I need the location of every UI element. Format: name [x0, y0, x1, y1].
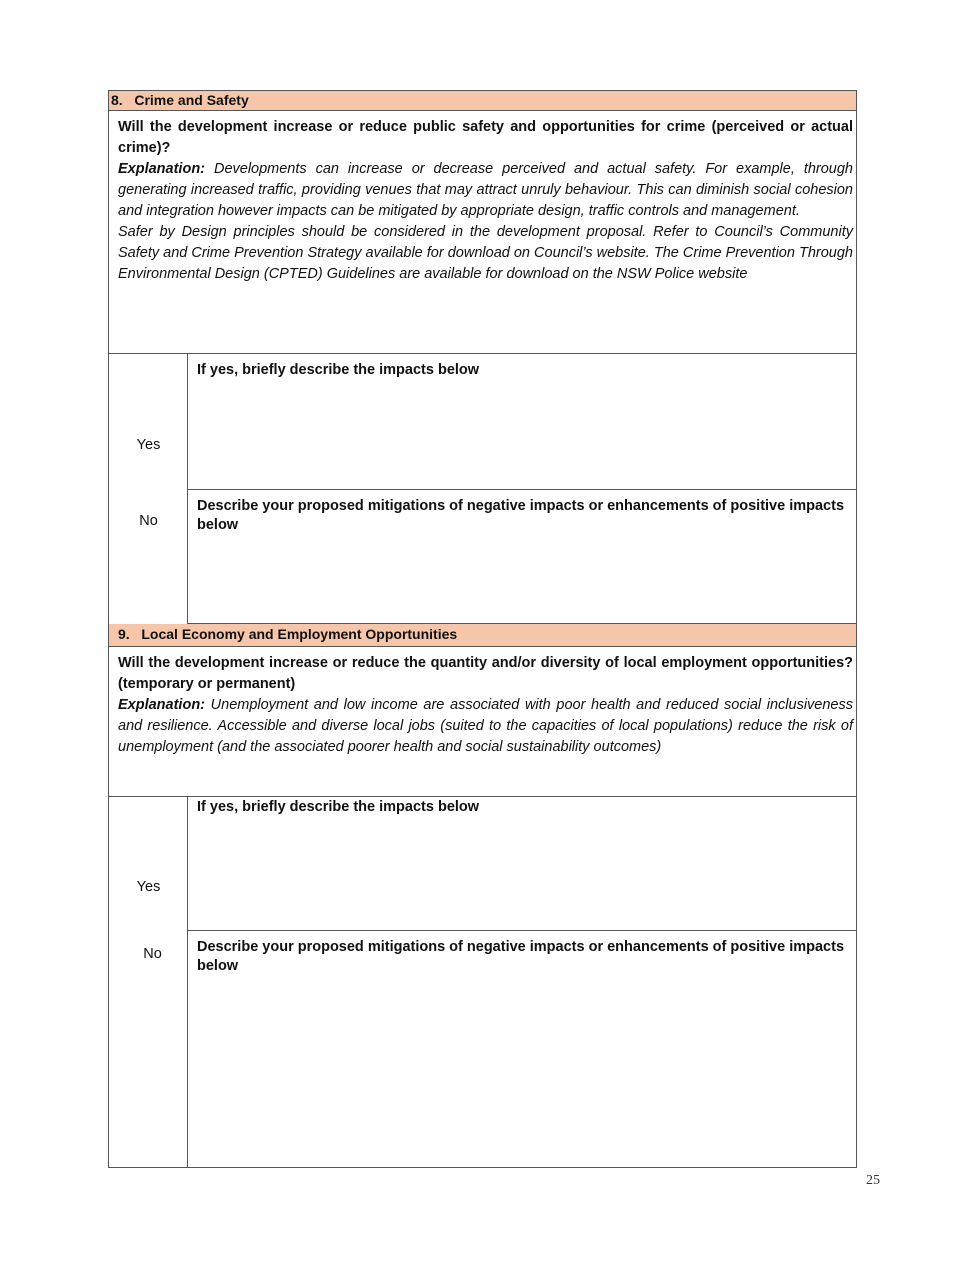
section-8-mitigations-prompt: Describe your proposed mitigations of negative impacts or enhancements of positive impacts below	[197, 498, 845, 533]
section-8-yes-label: Yes	[136, 437, 161, 453]
section-8-impacts-field[interactable]	[188, 354, 856, 490]
section-9-mitigations-field[interactable]	[188, 931, 856, 1167]
section-8-extra-text: Safer by Design principles should be considered in the development proposal. Refer to Council’s Community Safety and Crime Prevention Strategy available for download on Council’s website. The Crime Prevention Through Environmental Design (CPTED) Guidelines are available for download on the NSW Police website	[118, 224, 853, 282]
section-8-no-label: No	[139, 513, 158, 529]
page-number: 25	[866, 1173, 880, 1188]
section-9-yes-label: Yes	[136, 879, 161, 895]
section-8-explanation-text: Developments can increase or decrease perceived and actual safety. For example, through generating increased traffic, providing venues that may attract unruly behaviour. This can diminish social cohesion and integration however impacts can be mitigated by appropriate design, traffic controls and management.	[118, 161, 853, 219]
section-8-question: Will the development increase or reduce public safety and opportunities for crime (perceived or actual crime)?	[118, 119, 853, 156]
section-8-yes-no-column	[109, 354, 188, 624]
section-9-question: Will the development increase or reduce the quantity and/or diversity of local employment opportunities? (temporary or permanent)	[118, 655, 853, 692]
section-8-header	[109, 91, 856, 111]
section-9-explanation	[118, 695, 853, 758]
section-8-mitigations-field[interactable]	[188, 490, 856, 624]
section-9-yes-no-column	[109, 797, 188, 1167]
section-8-explanation	[118, 159, 853, 222]
section-9-mitigations-prompt: Describe your proposed mitigations of negative impacts or enhancements of positive impacts below	[197, 939, 845, 974]
section-9-number: 9.	[118, 626, 130, 642]
section-8-explanation-label: Explanation:	[118, 161, 206, 177]
section-9-impacts-prompt: If yes, briefly describe the impacts below	[197, 799, 480, 815]
section-9-title: Local Economy and Employment Opportunities	[141, 626, 458, 642]
section-9-impacts-field[interactable]	[188, 797, 856, 931]
section-9-no-label: No	[143, 946, 162, 962]
section-9-explanation-text: Unemployment and low income are associated with poor health and reduced social inclusiveness and resilience. Accessible and diverse local jobs (suited to the capacities of local populations) reduce the risk of unemployment (and the associated poorer health and social sustainability outcomes)	[118, 697, 853, 755]
section-9-description	[109, 647, 856, 797]
section-8-number: 8.	[111, 92, 123, 108]
section-9-header	[109, 624, 856, 647]
section-8-impacts-prompt: If yes, briefly describe the impacts below	[197, 362, 480, 378]
section-8-title: Crime and Safety	[134, 92, 249, 108]
assessment-table	[108, 90, 857, 1168]
section-8-description	[109, 111, 856, 354]
section-9-explanation-label: Explanation:	[118, 697, 206, 713]
